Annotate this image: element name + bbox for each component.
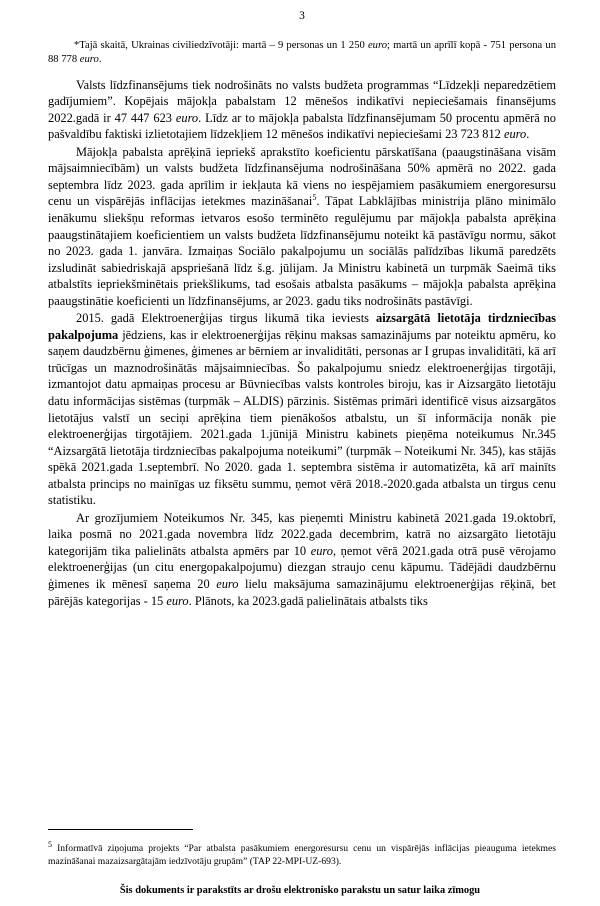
italic-term: euro (310, 543, 333, 558)
para-elektroenergijas-tirgus (48, 310, 556, 509)
italic-term: euro (216, 576, 239, 591)
top-footnote-mid: ; martā un aprīlī kopā - 751 persona un 88 778 (48, 39, 556, 65)
text-run: Mājokļa pabalsta aprēķinā iepriekš aprakstīto koeficientu pārskatīšana (paaugstināšana visām mājsaimniecībām) un valsts budžeta līdzfinansējuma nodrošināšana 50% apmērā no 2022. gada septembra līdz 2023. gada aprīlim ir iekļauta kā viens no iespējamiem pasākumiem energoresursu cenu un vispārējās inflācijas ietekmes mazināšanai (48, 144, 556, 209)
text-run: . Plānots, ka 2023.gadā palielinātais atbalsts tiks (188, 593, 428, 608)
emphasis-term: aizsargātā lietotāja tirdzniecības pakalpojuma (48, 311, 556, 342)
top-footnote (48, 39, 556, 67)
text-run: . Tāpat Labklājības ministrija plāno minimālo ienākumu sliekšņu reformas ietvaros esošo terminēto regulējumu par mājokļa pabalsta aprēķina paaugstinātajiem koeficientiem un valsts budžeta līdzfinansējumu noteikt kā pastāvīgu normu, sākot no 2023. gada 1. janvāra. Izmaiņas Sociālo pakalpojumu un sociālās palīdzības likumā paredzēts izsludināt sabiedriskajā apspriešanā līdz š.g. jūlijam. Ja Ministru kabinetā un turpmāk Saeimā tiks atbalstīts iepriekšminētais priekšlikums, tad esošais atbalsta pasākums – mājokļa pabalsta aprēķina paaugstinātie koeficienti un līdzfinansējums, ar 2023. gadu tiks nodrošināts pastāvīgi. (48, 194, 557, 308)
top-footnote-italic-euro-2: euro (79, 53, 99, 65)
footnote-text: Informatīvā ziņojuma projekts “Par atbalsta pasākumiem energoresursu cenu un vispārējās inflācijas pieauguma ietekmes mazināšanai mazaizsargātajām iedzīvotāju grupām” (TAP 22-MPI-UZ-693). (48, 843, 556, 867)
para-valsts-lidzfinansejums (48, 77, 556, 143)
bottom-footnote (48, 839, 556, 868)
text-run: 2015. gadā Elektroenerģijas tirgus likumā tika ieviests (76, 311, 377, 326)
top-footnote-italic-euro-1: euro (367, 39, 388, 51)
para-majokla-pabalsta-aprekins (48, 144, 556, 309)
footnote-marker: 5 (48, 839, 52, 849)
page-number: 3 (299, 10, 305, 22)
para-grozijumi-noteikumos (48, 510, 556, 609)
text-run: . Līdz ar to mājokļa pabalsta līdzfinansējumam 50 procentu apmērā no pašvaldību faktiski izlietotajiem līdzekļiem 12 mēnešos indikatīvi nepieciešami 23 723 812 (48, 110, 557, 142)
italic-term: euro (503, 127, 527, 142)
text-run: , ņemot vērā 2021.gada otrā pusē vērojamo elektroenerģijas (un citu energopakalpojumu) diezgan straujo cenu kāpumu. Tādējādi daudzbērnu ģimenes ik mēnesī saņema 20 (48, 543, 557, 591)
italic-term: euro (166, 593, 189, 608)
footnote-reference: 5 (312, 193, 317, 203)
text-run: Valsts līdzfinansējums tiek nodrošināts no valsts budžeta programmas “Līdzekļi neparedzētiem gadījumiem”. Kopējais mājokļa pabalstam 12 mēnešos indikatīvi nepieciešamais finansējums 2022.gadā ir 47 447 623 (48, 77, 556, 125)
text-run: . (526, 127, 530, 142)
text-run: Ar grozījumiem Noteikumos Nr. 345, kas pieņemti Ministru kabinetā 2021.gada 19.oktobrī, laika posmā no 2021.gada novembra līdz 2022.gada decembrim, katrā no aizsargāto lietotāju kategorijām tika palielināts atbalsta apmērs par 10 (48, 510, 556, 558)
footnote-separator-rule (48, 829, 193, 830)
italic-term: euro (175, 110, 199, 125)
text-run: jēdziens, kas ir elektroenerģijas rēķinu maksas samazinājums par noteiktu apmēru, ko saņem daudzbērnu ģimenes, ģimenes ar bērniem ar invaliditāti, personas ar I grupas invaliditāti, kā arī trūcīgas un maznodrošinātās mājsaimniecības. Šo pakalpojumu sniedz elektroenerģijas tirgotāji, izmantojot datu apmaiņas procesu ar Būvniecības valsts kontroles biroju, kas ir Aizsargāto lietotāju datu informācijas sistēmas (turpmāk – ALDIS) pārzinis. Sistēmas primāri identificē visus aizsargātos lietotājus valstī un seciņi aprēķina tiem pienākošos atbalstu, un šī informācija nonāk pie elektroenerģijas tirgotājiem. 2021.gada 1.jūnijā Ministru kabinets pieņēma noteikumus Nr.345 “Aizsargātā lietotāja tirdzniecības pakalpojuma noteikumi” (turpmāk – Noteikumi Nr. 345), kas stājās spēkā 2021.gada 1.septembrī. No 2020. gada 1. septembra sistēma ir automatizēta, kā arī mainīts atbalsta princips no mainīgas uz fiksētu summu, ņemot vērā 2018.-2020.gada atbalsta un tirgus cenu statistiku. (48, 327, 556, 508)
footer-signature-note: Šis dokuments ir parakstīts ar drošu elektronisko parakstu un satur laika zīmogu (119, 885, 481, 896)
body-paragraphs (48, 77, 556, 610)
top-footnote-prefix: *Tajā skaitā, Ukrainas civiliedzīvotāji: martā – 9 personas un 1 250 (74, 39, 368, 51)
top-footnote-suffix: . (98, 53, 102, 65)
text-run: lielu maksājuma samazinājumu elektroenerģijas rēķinā, bet pārējās kategorijas - 15 (48, 576, 556, 608)
